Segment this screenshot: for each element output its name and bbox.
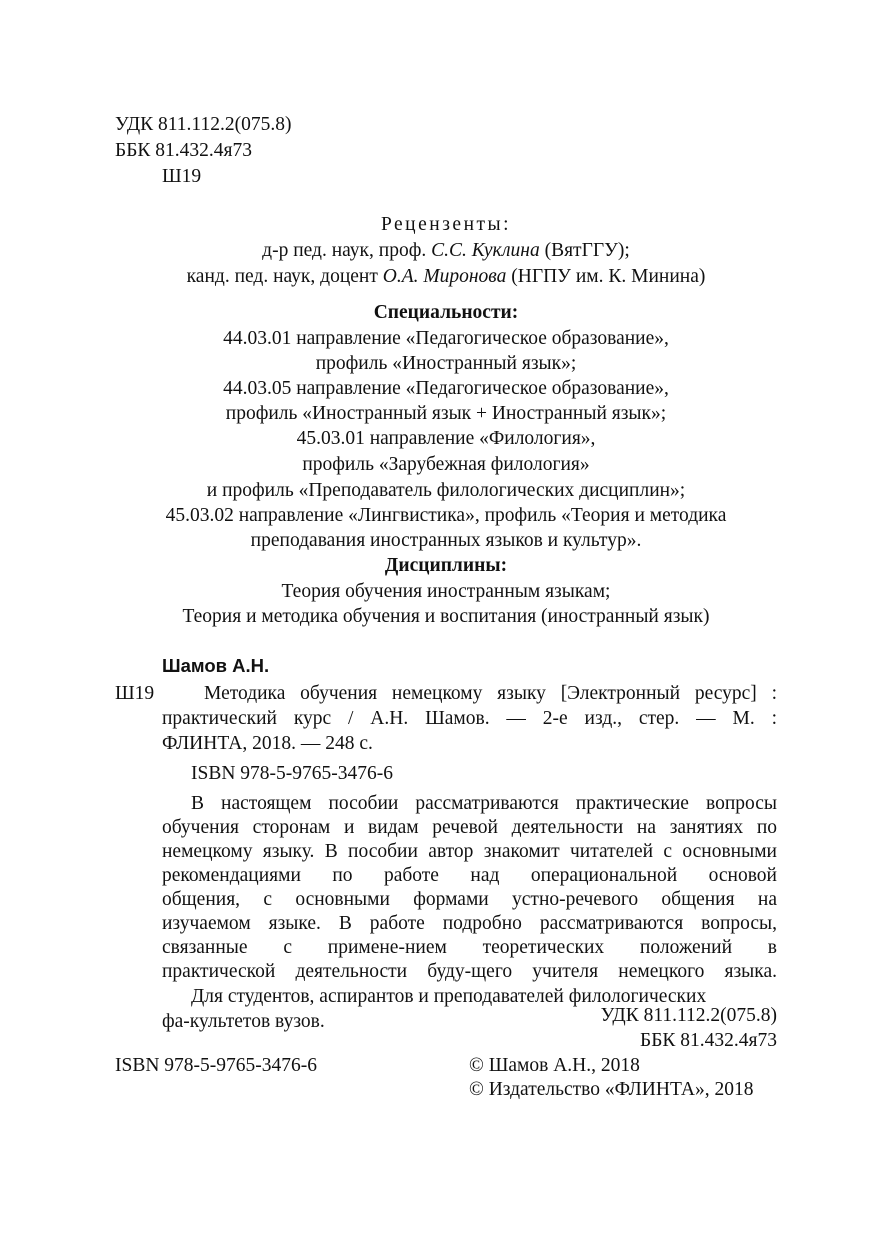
audience-line: Для студентов, аспирантов и преподавателей филологических — [191, 986, 707, 1007]
author-mark: Ш19 — [162, 166, 202, 187]
specialty-line: 45.03.01 направление «Филология», — [296, 428, 596, 449]
specialties-heading: Специальности: — [373, 302, 519, 323]
copyright-line: © Издательство «ФЛИНТА», 2018 — [469, 1079, 754, 1100]
abstract-line: общения, с основными формами устно-речевого общения на — [162, 889, 777, 910]
copyright-line: © Шамов А.Н., 2018 — [469, 1055, 640, 1076]
catalog-title-line: практический курс / А.Н. Шамов. — 2-е изд., стер. — М. : — [162, 708, 777, 729]
abstract-line: практической деятельности буду-щего учителя немецкого языка. — [162, 961, 777, 982]
abstract-line: немецкому языку. В пособии автор знакомит читателей с основными — [162, 841, 777, 862]
udk-code: УДК 811.112.2(075.8) — [115, 114, 292, 135]
bbk-code: ББК 81.432.4я73 — [115, 140, 252, 161]
abstract-line: изучаемом языке. В работе подробно рассматриваются вопросы, — [162, 913, 777, 934]
catalog-mark: Ш19 — [115, 683, 155, 704]
reviewer-name: О.А. Миронова — [382, 266, 507, 287]
catalog-title-line: ФЛИНТА, 2018. — 248 с. — [162, 733, 373, 754]
abstract-line: рекомендациями по работе над операциональной основой — [162, 865, 777, 886]
specialty-line: профиль «Иностранный язык»; — [315, 353, 577, 374]
catalog-isbn: ISBN 978-5-9765-3476-6 — [191, 763, 394, 784]
footer-udk: УДК 811.112.2(075.8) — [600, 1005, 777, 1026]
abstract-line: связанные с примене-нием теоретических положений в — [162, 937, 777, 958]
footer-bbk: ББК 81.432.4я73 — [640, 1030, 777, 1051]
specialty-line: 45.03.02 направление «Лингвистика», профиль «Теория и методика — [165, 505, 727, 526]
catalog-author: Шамов А.Н. — [162, 655, 270, 676]
discipline-line: Теория обучения иностранным языкам; — [281, 581, 611, 602]
abstract-line: В настоящем пособии рассматриваются практические вопросы — [191, 793, 777, 814]
audience-line: фа-культетов вузов. — [162, 1011, 325, 1032]
reviewer-line: д-р пед. наук, проф. С.С. Куклина (ВятГГУ); — [262, 240, 630, 261]
specialty-line: и профиль «Преподаватель филологических дисциплин»; — [206, 480, 686, 501]
discipline-line: Теория и методика обучения и воспитания (иностранный язык) — [182, 606, 710, 627]
specialty-line: преподавания иностранных языков и культур». — [250, 530, 642, 551]
footer-isbn: ISBN 978-5-9765-3476-6 — [115, 1055, 318, 1076]
specialty-line: 44.03.01 направление «Педагогическое образование», — [223, 328, 669, 349]
specialty-line: профиль «Иностранный язык + Иностранный язык»; — [225, 403, 667, 424]
specialty-line: 44.03.05 направление «Педагогическое образование», — [223, 378, 669, 399]
abstract-line: обучения сторонам и видам речевой деятельности на занятиях по — [162, 817, 777, 838]
catalog-title-line: Методика обучения немецкому языку [Электронный ресурс] : — [204, 683, 777, 704]
reviewers-heading: Рецензенты: — [380, 214, 512, 235]
specialty-line: профиль «Зарубежная филология» — [302, 454, 590, 475]
disciplines-heading: Дисциплины: — [384, 555, 508, 576]
reviewer-name: С.С. Куклина — [431, 240, 540, 261]
reviewer-line: канд. пед. наук, доцент О.А. Миронова (НГПУ им. К. Минина) — [186, 266, 706, 287]
